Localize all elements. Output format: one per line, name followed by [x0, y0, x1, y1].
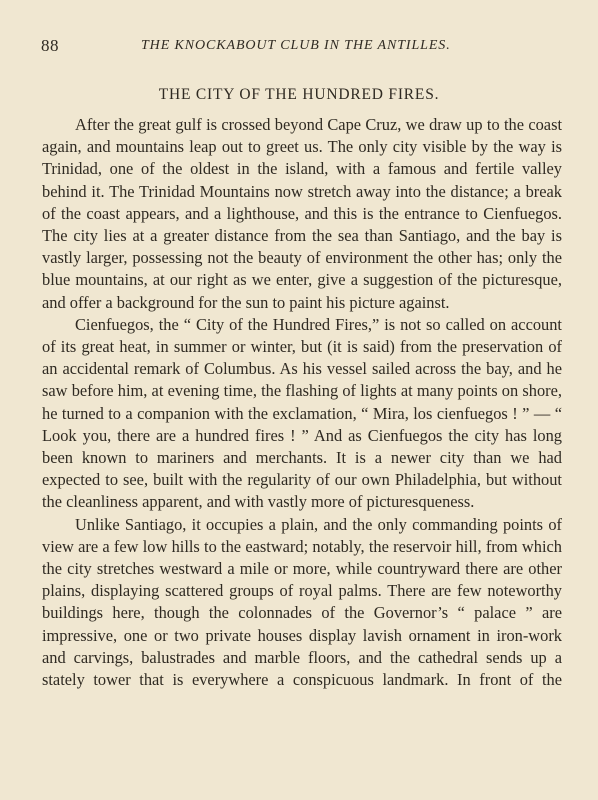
body-text [42, 114, 562, 691]
chapter-title: THE CITY OF THE HUNDRED FIRES. [158, 86, 440, 103]
paragraph: After the great gulf is crossed beyond Cape Cruz, we draw up to the coast again, and mountains leap out to greet us. The only city visible by the way is Trinidad, one of the oldest in the island, with a famous and fertile valley behind it. The Trinidad Mountains now stretch away into the distance; a break of the coast appears, and a lighthouse, and this is the entrance to Cienfuegos. The city lies at a greater distance from the sea than Santiago, and the bay is vastly larger, possessing not the beauty of environment the other has; only the blue mountains, at our right as we enter, give a suggestion of the picturesque, and offer a background for the sun to paint his picture against. [42, 115, 562, 312]
paragraph: Cienfuegos, the “ City of the Hundred Fires,” is not so called on account of its great heat, in summer or winter, but (it is said) from the preservation of an accidental remark of Columbus. As his vessel sailed across the bay, and he saw before him, at evening time, the flashing of lights at many points on shore, he turned to a companion with the exclamation, “ Mira, los cienfuegos ! ” — “ Look you, there are a hundred fires ! ” And as Cienfuegos the city has long been known to mariners and merchants. It is a newer city than we had expected to see, built with the regularity of our own Philadelphia, but without the cleanliness apparent, and with vastly more of picturesqueness. [42, 314, 562, 512]
page-number: 88 [41, 36, 59, 55]
page-header [0, 36, 598, 60]
running-title: THE KNOCKABOUT CLUB IN THE ANTILLES. [141, 38, 451, 53]
paragraph: Unlike Santiago, it occupies a plain, and the only commanding points of view are a few low hills to the eastward; notably, the reservoir hill, from which the city stretches westward a mile or more, while countryward there are other plains, displaying scattered groups of royal palms. There are few noteworthy buildings here, though the colonnades of the Governor’s “ palace ” are impressive, one or two private houses display lavish ornament in iron-work and carvings, balustrades and marble floors, and the cathedral sends up a stately tower that is everywhere a conspicuous landmark. In front of the [42, 514, 562, 690]
